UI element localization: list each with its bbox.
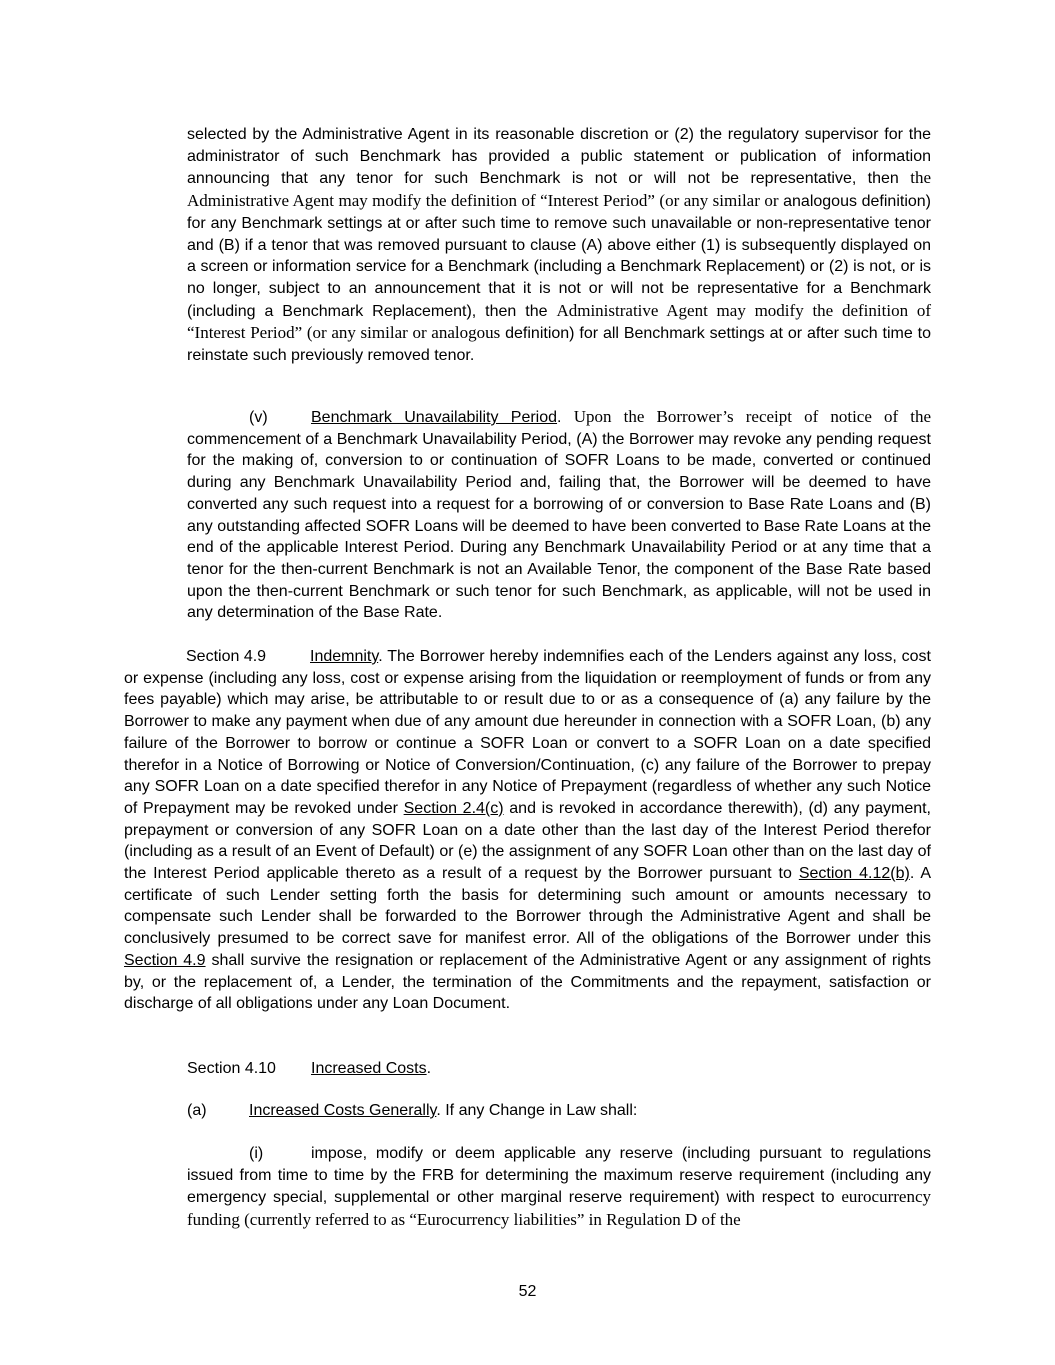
text-segment: . xyxy=(557,409,574,426)
text-segment-serif: Administrative Agent may modify the definition of “Interest Period” (or any similar or analogous xyxy=(187,300,931,343)
text-segment: analogous definition) for any Benchmark settings at or after such time to remove such unavailable or non-representative tenor and (B) if a tenor that was removed pursuant to clause (A) above either (1) is subsequently displayed on a screen or information service for a Benchmark (including a Benchmark Replacement) or (2) is not, or is no longer, subject to an announcement that it is not or will not be representative for a Benchmark (including a Benchmark Replacement), then the xyxy=(187,193,931,320)
text-segment-serif: eurocurrency funding (currently referred to as “Eurocurrency liabilities” in Regulation D of the xyxy=(187,1187,931,1230)
section-number: Section 4.9 xyxy=(186,648,267,665)
clause-heading: Benchmark Unavailability Period xyxy=(311,409,558,426)
paragraph-v xyxy=(187,406,931,624)
paragraph-i xyxy=(187,1143,931,1232)
clause-number: (v) xyxy=(249,409,268,426)
section-heading: Indemnity xyxy=(310,648,379,665)
section-heading: Increased Costs xyxy=(311,1060,427,1077)
text-segment: . A certificate of such Lender setting forth the basis for determining such amount or amounts necessary to compensate such Lender shall be forwarded to the Borrower through the Administrative Agent and shall be conclusively presumed to be correct save for manifest error. All of the obligations of the Borrower under this xyxy=(124,865,931,948)
text-segment: . xyxy=(426,1060,432,1077)
section-4-9-paragraph xyxy=(124,646,931,1015)
text-segment: . If any Change in Law shall: xyxy=(436,1102,638,1119)
text-segment: and is revoked in accordance therewith), (d) any payment, prepayment or conversion of any SOFR Loan on a date other than the last day of the Interest Period therefor (including as a result of an Event of Default) or (e) the assignment of any SOFR Loan other than on the last day of the Interest Period applicable thereto as a result of a request by the Borrower pursuant to xyxy=(124,799,932,883)
section-reference-link[interactable]: Section 4.9 xyxy=(124,951,206,969)
section-reference-link[interactable]: Section 4.12(b) xyxy=(798,865,910,883)
section-4-10-heading xyxy=(187,1058,931,1080)
text-segment: . The Borrower hereby indemnifies each of the Lenders against any loss, cost or expense (including any loss, cost or expense arising from the liquidation or reemployment of funds or from any fees payable) which may arise, be attributable to or result due to or as a consequence of (a) any failure by the Borrower to make any payment when due of any amount due hereunder in connection with a SOFR Loan, (b) any failure of the Borrower to borrow or continue a SOFR Loan or convert to a SOFR Loan on a date specified therefor in a Notice of Borrowing or Notice of Conversion/Continuation, (c) any failure of the Borrower to prepay any SOFR Loan on a date specified therefor in any Notice of Prepayment (regardless of whether any such Notice of Prepayment may be revoked under xyxy=(124,648,931,817)
text-segment: commencement of a Benchmark Unavailability Period, (A) the Borrower may revoke any pending request for the making of, conversion to or continuation of SOFR Loans to be made, converted or continued during any Benchmark Unavailability Period and, failing that, the Borrower will be deemed to have converted any such request into a request for a borrowing of or conversion to Base Rate Loans and (B) any outstanding affected SOFR Loans will be deemed to have been converted to Base Rate Loans at the end of the applicable Interest Period. During any Benchmark Unavailability Period or at any time that a tenor for the then-current Benchmark is not an Available Tenor, the component of the Base Rate based upon the then-current Benchmark or such tenor for such Benchmark, as applicable, will not be used in any determination of the Base Rate. xyxy=(187,430,931,622)
text-segment: selected by the Administrative Agent in its reasonable discretion or (2) the regulatory supervisor for the administrator of such Benchmark has provided a public statement or publication of information announcing that any tenor for such Benchmark is not or will not be representative, then xyxy=(187,126,931,188)
text-segment: shall survive the resignation or replacement of the Administrative Agent or any assignment of rights by, or the replacement of, a Lender, the termination of the Commitments and the repayment, satisfaction or discharge of all obligations under any Loan Document. xyxy=(124,951,931,1013)
paragraph-a xyxy=(187,1100,931,1122)
clause-number: (i) xyxy=(249,1145,264,1162)
section-reference-link[interactable]: Section 2.4(c) xyxy=(403,799,504,817)
clause-number: (a) xyxy=(187,1102,207,1119)
text-segment: impose, modify or deem applicable any reserve (including pursuant to regulations issued from time to time by the FRB for determining the maximum reserve requirement (including any emergency special, supplemental or other marginal reserve requirement) with respect to xyxy=(187,1145,931,1207)
section-number: Section 4.10 xyxy=(187,1060,276,1077)
page-number: 52 xyxy=(518,1283,537,1300)
paragraph-iv-continuation xyxy=(187,124,931,367)
clause-heading: Increased Costs Generally xyxy=(249,1102,437,1119)
text-segment-serif: Upon the Borrower’s receipt of notice of the xyxy=(573,407,932,426)
text-segment-serif: the Administrative Agent may modify the definition of “Interest Period” (or any similar or xyxy=(187,168,931,211)
text-segment: definition) for all Benchmark settings at or after such time to reinstate such previously removed tenor. xyxy=(187,325,932,365)
